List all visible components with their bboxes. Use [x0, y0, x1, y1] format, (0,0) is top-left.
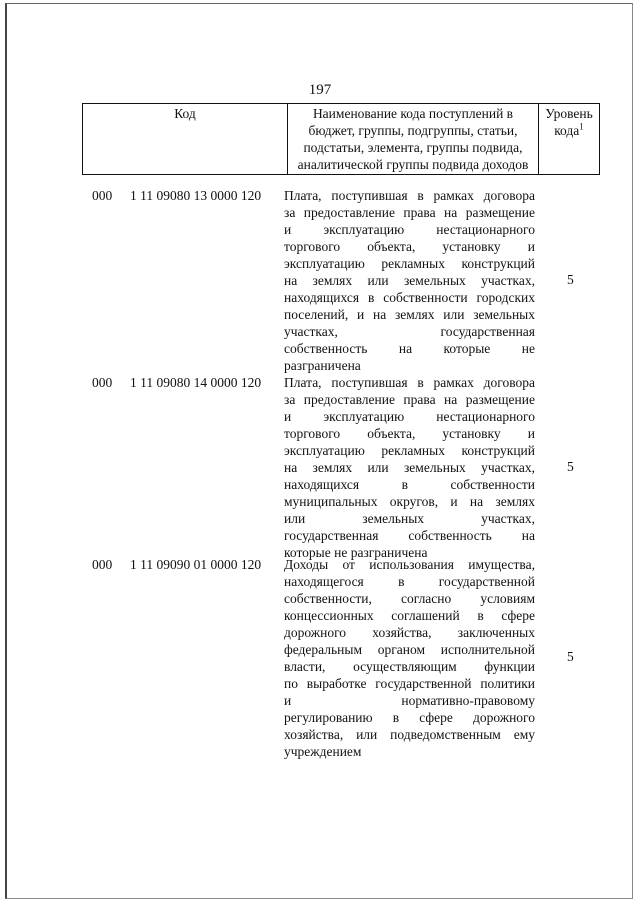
header-name: Наименование кода поступлений в бюджет, группы, подгруппы, статьи, подстатьи, элемента, группы подвида, аналитической группы подвида доходов	[288, 104, 539, 175]
revenue-name-line: муниципальных округов, и на землях	[284, 494, 535, 509]
revenue-name-line: власти, осуществляющим функции	[284, 659, 535, 674]
table-header	[82, 103, 600, 175]
revenue-name-line: участках, государственная	[284, 324, 535, 339]
code-level: 5	[567, 272, 574, 287]
revenue-name-line: учреждением	[284, 744, 362, 759]
revenue-name-line: собственности, согласно условиям	[284, 591, 535, 606]
revenue-name-line: находящегося в государственной	[284, 574, 535, 589]
header-level-label: Уровень кода	[545, 106, 593, 138]
code-level: 5	[567, 649, 574, 664]
revenue-name-line: торгового объекта, установку и	[284, 426, 535, 441]
code-level: 5	[567, 459, 574, 474]
revenue-name-line: находящихся в собственности городских	[284, 290, 535, 305]
admin-code: 000	[92, 188, 113, 203]
revenue-name-line: регулированию в сфере дорожного	[284, 710, 535, 725]
revenue-name-line: находящихся в собственности	[284, 477, 535, 492]
revenue-name-line: и нормативно-правовому	[284, 693, 535, 708]
revenue-name-line: за предоставление права на размещение	[284, 205, 535, 220]
revenue-name-line: на землях или земельных участках,	[284, 273, 535, 288]
revenue-name-line: по выработке государственной политики	[284, 676, 535, 691]
revenue-name-line: собственность на которые не	[284, 341, 535, 356]
revenue-name	[284, 556, 535, 760]
revenue-name-line: торгового объекта, установку и	[284, 239, 535, 254]
admin-code: 000	[92, 557, 113, 572]
revenue-name-line: государственная собственность на	[284, 528, 535, 543]
page-number: 197	[308, 82, 332, 98]
revenue-name-line: Плата, поступившая в рамках договора	[284, 375, 535, 390]
revenue-name-line: разграничена	[284, 358, 361, 373]
revenue-name-line: Плата, поступившая в рамках договора	[284, 188, 535, 203]
revenue-name-line: Доходы от использования имущества,	[284, 557, 535, 572]
revenue-name-line: и эксплуатацию нестационарного	[284, 222, 535, 237]
revenue-name-line: поселений, и на землях или земельных	[284, 307, 535, 322]
revenue-name	[284, 187, 535, 374]
admin-code: 000	[92, 375, 113, 390]
revenue-name-line: или земельных участках,	[284, 511, 535, 526]
header-level-footnote: 1	[579, 121, 584, 132]
revenue-name-line: концессионных соглашений в сфере	[284, 608, 535, 623]
revenue-name-line: эксплуатацию рекламных конструкций	[284, 443, 535, 458]
header-level	[539, 104, 600, 175]
budget-code: 1 11 09080 13 0000 120	[130, 188, 262, 203]
revenue-name-line: эксплуатацию рекламных конструкций	[284, 256, 535, 271]
revenue-name	[284, 374, 535, 561]
revenue-name-line: за предоставление права на размещение	[284, 392, 535, 407]
revenue-name-line: хозяйства, или подведомственным ему	[284, 727, 535, 742]
revenue-name-line: и эксплуатацию нестационарного	[284, 409, 535, 424]
revenue-name-line: дорожного хозяйства, заключенных	[284, 625, 535, 640]
revenue-name-line: на землях или земельных участках,	[284, 460, 535, 475]
header-code: Код	[83, 104, 288, 175]
budget-code: 1 11 09090 01 0000 120	[130, 557, 262, 572]
revenue-name-line: федеральным органом исполнительной	[284, 642, 535, 657]
revenue-name-line: которые не разграничена	[284, 545, 428, 560]
budget-code: 1 11 09080 14 0000 120	[130, 375, 262, 390]
